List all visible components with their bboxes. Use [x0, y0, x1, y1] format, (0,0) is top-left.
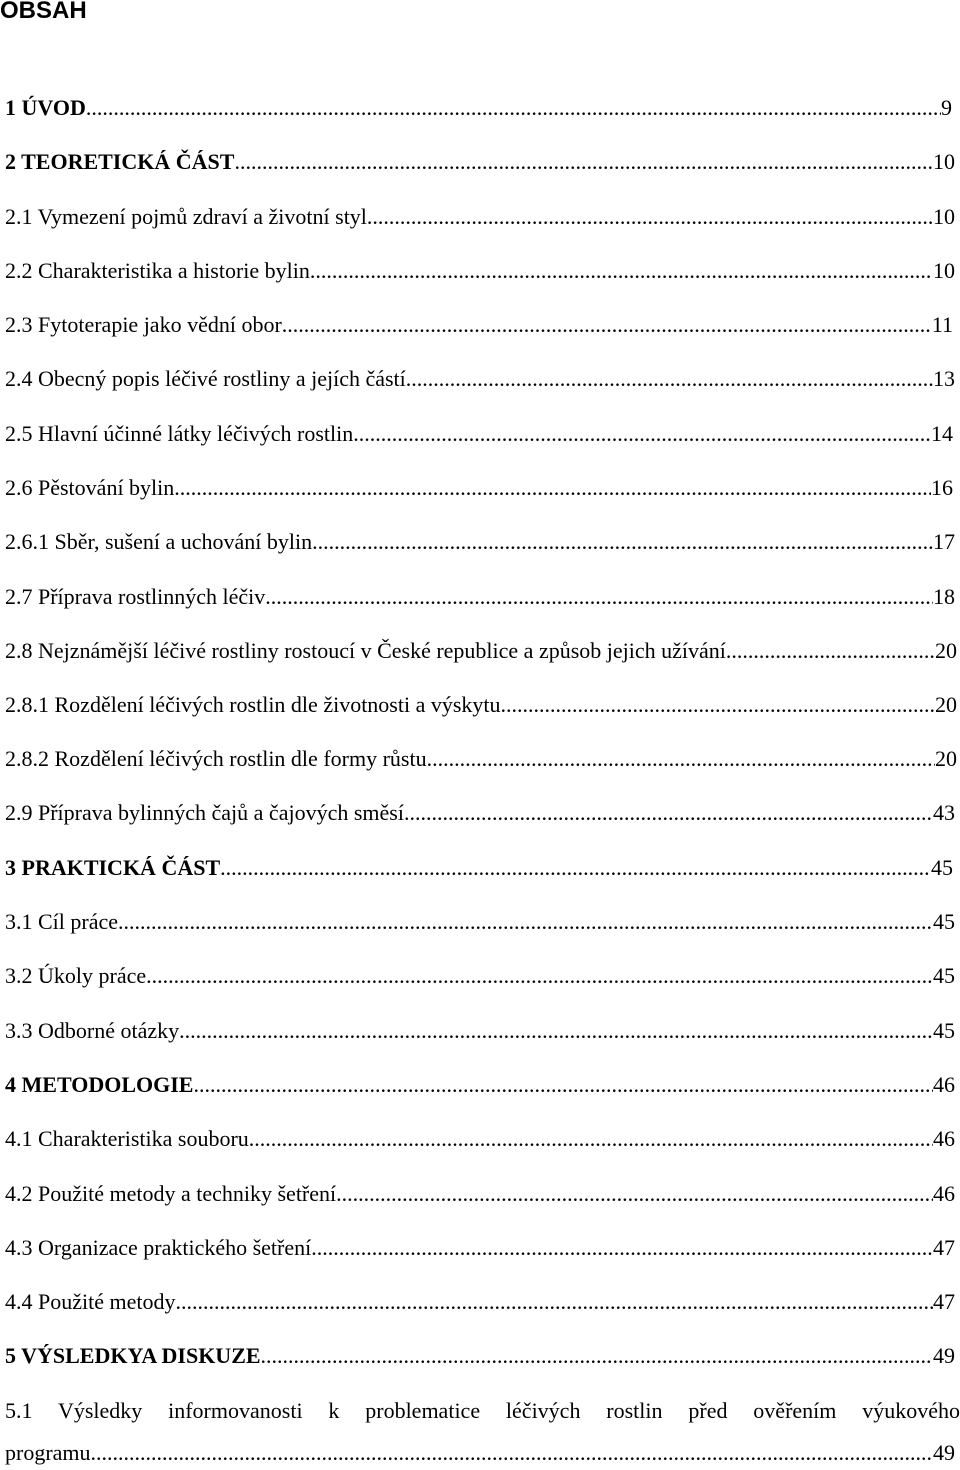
- toc-entry-2-4[interactable]: [5, 364, 955, 394]
- toc-page-number: 13: [933, 366, 955, 391]
- toc-entry-2-2[interactable]: [5, 256, 955, 286]
- toc-page-number: 46: [933, 1072, 955, 1097]
- toc-leader-dots: [282, 310, 932, 340]
- toc-entry-label: programu: [5, 1440, 91, 1465]
- toc-page-number: 49: [933, 1440, 955, 1465]
- toc-entry-teoreticka-cast[interactable]: [5, 147, 955, 177]
- toc-entry-label: 2.7 Příprava rostlinných léčiv: [5, 584, 266, 609]
- toc-entry-4-4[interactable]: [5, 1287, 955, 1317]
- toc-page-number: 20: [935, 692, 957, 717]
- toc-entry-2-9[interactable]: [5, 798, 955, 828]
- toc-page-number: 18: [933, 584, 955, 609]
- toc-entry-label: 3.2 Úkoly práce: [5, 963, 147, 988]
- toc-page-number: 49: [933, 1343, 955, 1368]
- toc-page-number: 11: [931, 312, 953, 337]
- toc-entry-label: 1 ÚVOD: [5, 95, 86, 120]
- toc-entry-label: 2.5 Hlavní účinné látky léčivých rostlin: [5, 421, 354, 446]
- toc-leader-dots: [234, 147, 933, 177]
- toc-page-number: 17: [933, 529, 955, 554]
- toc-entry-4-1[interactable]: [5, 1124, 955, 1154]
- toc-page-number: 9: [941, 95, 952, 120]
- toc-entry-2-6[interactable]: [5, 473, 953, 503]
- toc-entry-label: 2.4 Obecný popis léčivé rostliny a jejích částí: [5, 366, 406, 391]
- toc-page-number: 10: [933, 149, 955, 174]
- toc-entry-label: 2.6 Pěstování bylin: [5, 475, 175, 500]
- toc-entry-label: 4.2 Použité metody a techniky šetření: [5, 1181, 337, 1206]
- toc-entry-uvod[interactable]: [5, 93, 952, 123]
- toc-entry-2-1[interactable]: [5, 202, 955, 232]
- toc-entry-label: 4.4 Použité metody: [5, 1289, 176, 1314]
- toc-entry-label: 2.6.1 Sběr, sušení a uchování bylin: [5, 529, 313, 554]
- toc-page-number: 47: [933, 1235, 955, 1260]
- toc-page-number: 47: [933, 1289, 955, 1314]
- toc-leader-dots: [427, 744, 935, 774]
- toc-leader-dots: [91, 1438, 933, 1468]
- toc-entry-vysledky-diskuze[interactable]: [5, 1341, 955, 1371]
- toc-entry-5-1-line1[interactable]: 5.1 Výsledky informovanosti k problematice léčivých rostlin před ověřením výukového: [5, 1398, 960, 1423]
- toc-leader-dots: [146, 961, 933, 991]
- toc-entry-label: 2.8.2 Rozdělení léčivých rostlin dle formy růstu: [5, 746, 427, 771]
- toc-page-number: 46: [933, 1126, 955, 1151]
- toc-entry-3-3[interactable]: [5, 1016, 955, 1046]
- toc-leader-dots: [174, 473, 931, 503]
- toc-leader-dots: [406, 364, 933, 394]
- toc-entry-label: 3.3 Odborné otázky: [5, 1018, 180, 1043]
- toc-page-number: 45: [933, 909, 955, 934]
- toc-leader-dots: [220, 853, 931, 883]
- toc-entry-label: 2.3 Fytoterapie jako vědní obor: [5, 312, 282, 337]
- toc-page-number: 45: [933, 1018, 955, 1043]
- toc-entry-2-5[interactable]: [5, 419, 953, 449]
- toc-entry-label: 2.8 Nejznámější léčivé rostliny rostoucí v České republice a způsob jejich užívání: [5, 638, 726, 663]
- toc-entry-label: 2 TEORETICKÁ ČÁST: [5, 149, 235, 174]
- toc-entry-label: 4.1 Charakteristika souboru: [5, 1126, 249, 1151]
- toc-page-number: 10: [933, 258, 955, 283]
- toc-leader-dots: [86, 93, 941, 123]
- toc-entry-4-2[interactable]: [5, 1179, 955, 1209]
- toc-page-number: 10: [933, 204, 955, 229]
- toc-leader-dots: [249, 1124, 933, 1154]
- toc-page-number: 14: [931, 421, 953, 446]
- toc-leader-dots: [310, 256, 933, 286]
- toc-entry-2-8-2[interactable]: [5, 744, 957, 774]
- page-title: OBSAH: [0, 0, 87, 24]
- toc-page-number: 43: [933, 800, 955, 825]
- toc-leader-dots: [261, 1341, 933, 1371]
- toc-page-number: 45: [933, 963, 955, 988]
- toc-entry-label: 3.1 Cíl práce: [5, 909, 119, 934]
- toc-page-number: 45: [931, 855, 953, 880]
- toc-entry-3-1[interactable]: [5, 907, 955, 937]
- toc-entry-2-8[interactable]: [5, 636, 957, 666]
- toc-page-number: 46: [933, 1181, 955, 1206]
- toc-leader-dots: [179, 1016, 933, 1046]
- toc-leader-dots: [118, 907, 933, 937]
- toc-leader-dots: [501, 690, 935, 720]
- toc-leader-dots: [175, 1287, 933, 1317]
- toc-leader-dots: [367, 202, 933, 232]
- toc-entry-3-2[interactable]: [5, 961, 955, 991]
- toc-entry-label: 4 METODOLOGIE: [5, 1072, 194, 1097]
- toc-leader-dots: [312, 527, 933, 557]
- toc-leader-dots: [404, 798, 933, 828]
- toc-entry-2-8-1[interactable]: [5, 690, 957, 720]
- toc-entry-label: 2.9 Příprava bylinných čajů a čajových směsí: [5, 800, 404, 825]
- toc-page-number: 20: [935, 638, 957, 663]
- toc-entry-5-1-line2[interactable]: [5, 1438, 955, 1468]
- toc-entry-4-3[interactable]: [5, 1233, 955, 1263]
- toc-entry-label: 2.8.1 Rozdělení léčivých rostlin dle životnosti a výskytu: [5, 692, 501, 717]
- toc-entry-2-3[interactable]: [5, 310, 953, 340]
- toc-leader-dots: [336, 1179, 933, 1209]
- toc-entry-label: 5 VÝSLEDKYA DISKUZE: [5, 1343, 261, 1368]
- toc-leader-dots: [726, 636, 935, 666]
- toc-entry-label: 2.2 Charakteristika a historie bylin: [5, 258, 310, 283]
- toc-leader-dots: [311, 1233, 933, 1263]
- toc-leader-dots: [353, 419, 931, 449]
- toc-leader-dots: [265, 582, 933, 612]
- toc-entry-2-7[interactable]: [5, 582, 955, 612]
- toc-entry-prakticka-cast[interactable]: [5, 853, 953, 883]
- toc-leader-dots: [193, 1070, 933, 1100]
- toc-entry-label: 3 PRAKTICKÁ ČÁST: [5, 855, 221, 880]
- toc-entry-label: 2.1 Vymezení pojmů zdraví a životní styl: [5, 204, 367, 229]
- toc-entry-2-6-1[interactable]: [5, 527, 955, 557]
- toc-entry-metodologie[interactable]: [5, 1070, 955, 1100]
- toc-page-number: 20: [935, 746, 957, 771]
- toc-page-number: 16: [931, 475, 953, 500]
- toc-entry-label: 4.3 Organizace praktického šetření: [5, 1235, 312, 1260]
